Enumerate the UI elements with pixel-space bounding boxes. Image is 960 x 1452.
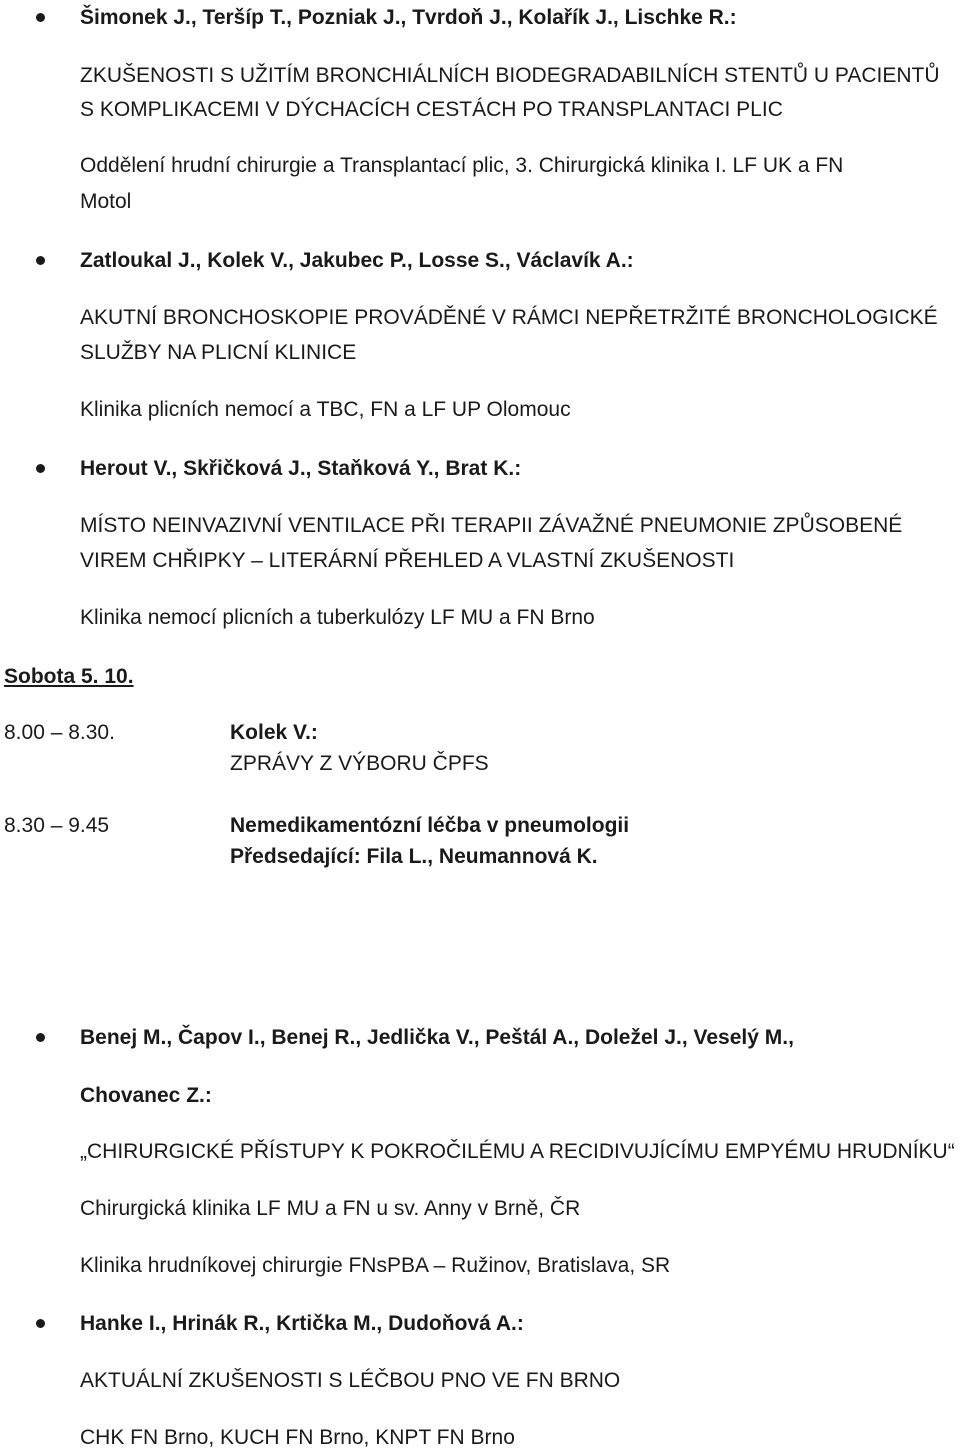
bullet-icon: [36, 13, 45, 22]
authors: Hanke I., Hrinák R., Krtička M., Dudoňová A.:: [80, 1312, 524, 1335]
affiliation-line: Motol: [80, 190, 132, 213]
session-subtitle: ZPRÁVY Z VÝBORU ČPFS: [230, 752, 489, 775]
affiliation-line: Klinika nemocí plicních a tuberkulózy LF MU a FN Brno: [80, 606, 595, 629]
authors: Zatloukal J., Kolek V., Jakubec P., Losse S., Václavík A.:: [80, 249, 634, 272]
affiliation-line: Oddělení hrudní chirurgie a Transplantací plic, 3. Chirurgická klinika I. LF UK a FN: [80, 154, 844, 177]
affiliation-line: Klinika hrudníkovej chirurgie FNsPBA – Ružinov, Bratislava, SR: [80, 1254, 671, 1277]
session-title: Nemedikamentózní léčba v pneumologii: [230, 814, 630, 837]
authors: Herout V., Skřičková J., Staňková Y., Brat K.:: [80, 457, 522, 480]
session-time: 8.00 – 8.30.: [4, 721, 115, 744]
abstract-title-line: VIREM CHŘIPKY – LITERÁRNÍ PŘEHLED A VLASTNÍ ZKUŠENOSTI: [80, 549, 735, 572]
session-time: 8.30 – 9.45: [4, 814, 110, 837]
session-title: Kolek V.:: [230, 721, 318, 744]
bullet-icon: [36, 1033, 45, 1042]
abstract-title-line: MÍSTO NEINVAZIVNÍ VENTILACE PŘI TERAPII ZÁVAŽNÉ PNEUMONIE ZPŮSOBENÉ: [80, 514, 903, 537]
abstract-title-line: ZKUŠENOSTI S UŽITÍM BRONCHIÁLNÍCH BIODEGRADABILNÍCH STENTŮ U PACIENTŮ: [80, 64, 940, 87]
abstract-title-line: AKUTNÍ BRONCHOSKOPIE PROVÁDĚNÉ V RÁMCI NEPŘETRŽITÉ BRONCHOLOGICKÉ: [80, 306, 938, 329]
session-chairs: Předsedající: Fila L., Neumannová K.: [230, 845, 598, 868]
authors: Chovanec Z.:: [80, 1084, 212, 1107]
abstract-title-line: S KOMPLIKACEMI V DÝCHACÍCH CESTÁCH PO TRANSPLANTACI PLIC: [80, 98, 783, 121]
bullet-icon: [36, 464, 45, 473]
affiliation-line: CHK FN Brno, KUCH FN Brno, KNPT FN Brno: [80, 1426, 515, 1449]
abstract-title-line: „CHIRURGICKÉ PŘÍSTUPY K POKROČILÉMU A RECIDIVUJÍCÍMU EMPYÉMU HRUDNÍKU“: [80, 1140, 955, 1163]
affiliation-line: Chirurgická klinika LF MU a FN u sv. Anny v Brně, ČR: [80, 1197, 581, 1220]
affiliation-line: Klinika plicních nemocí a TBC, FN a LF UP Olomouc: [80, 398, 571, 421]
authors: Benej M., Čapov I., Benej R., Jedlička V., Peštál A., Doležel J., Veselý M.,: [80, 1026, 794, 1049]
abstract-title-line: SLUŽBY NA PLICNÍ KLINICE: [80, 341, 357, 364]
abstract-title-line: AKTUÁLNÍ ZKUŠENOSTI S LÉČBOU PNO VE FN BRNO: [80, 1369, 621, 1392]
authors: Šimonek J., Teršíp T., Pozniak J., Tvrdoň J., Kolařík J., Lischke R.:: [80, 6, 737, 29]
bullet-icon: [36, 256, 45, 265]
bullet-icon: [36, 1319, 45, 1328]
day-heading: Sobota 5. 10.: [4, 665, 134, 688]
